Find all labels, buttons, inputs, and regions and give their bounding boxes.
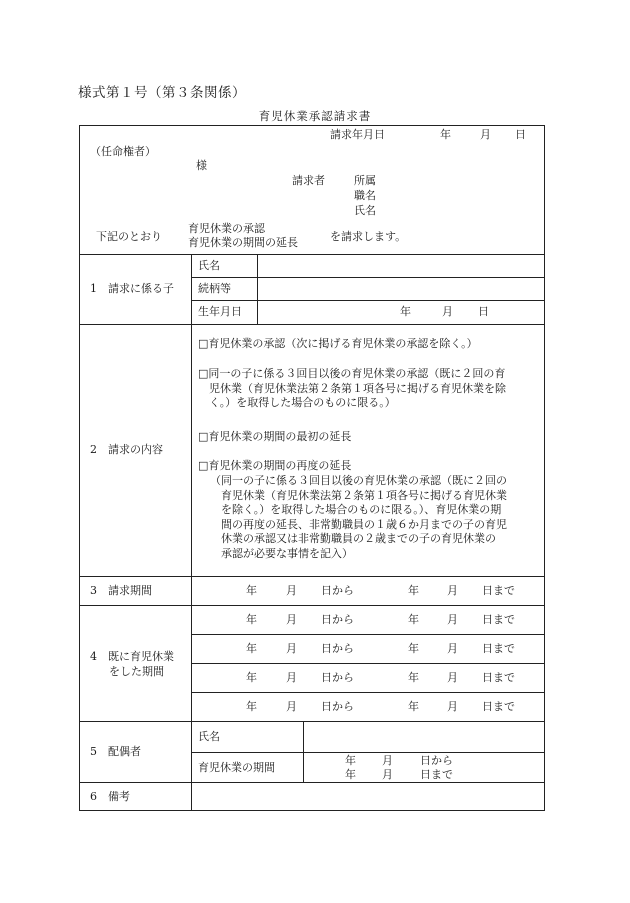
history2-to-year: 年 <box>408 642 419 655</box>
period-from-year: 年 <box>246 584 257 597</box>
history3-to-day: 日まで <box>482 671 515 684</box>
history1-from-month: 月 <box>286 613 297 626</box>
request-date-label: 請求年月日 <box>330 128 385 141</box>
requester-name: 氏名 <box>354 204 376 217</box>
history2-to-day: 日まで <box>482 642 515 655</box>
rule-child-field-column <box>257 254 258 324</box>
requester-affiliation: 所属 <box>354 174 376 187</box>
history3-from-day: 日から <box>321 671 354 684</box>
content-option-third-approval[interactable]: □同一の子に係る３回目以後の育児休業の承認（既に２回の育 児休業（育児休業法第２条第１項各号に掲げる育児休業を除 く。）を取得した場合のものに限る。） <box>198 367 506 409</box>
history4-to-day: 日まで <box>482 700 515 713</box>
content-option-approval[interactable]: □育児休業の承認（次に掲げる育児休業の承認を除く。） <box>198 337 478 350</box>
child-birth-year: 年 <box>400 305 411 318</box>
rule-section5-end <box>79 782 545 783</box>
appointing-authority: （任命権者） <box>90 145 156 158</box>
rule-child-name <box>191 277 545 278</box>
requester-position: 職名 <box>354 189 376 202</box>
section3-label: 3 請求期間 <box>90 584 152 597</box>
history3-to-month: 月 <box>447 671 458 684</box>
history3-from-year: 年 <box>246 671 257 684</box>
intro-text: 下記のとおり <box>96 230 162 243</box>
period-to-month: 月 <box>447 584 458 597</box>
section1-label: 1 請求に係る子 <box>90 282 174 295</box>
content-option-first-extension[interactable]: □育児休業の期間の最初の延長 <box>198 430 352 443</box>
history4-from-year: 年 <box>246 700 257 713</box>
spouse-from-year: 年 <box>345 754 356 767</box>
rule-request-end <box>79 254 545 255</box>
section5-label: 5 配偶者 <box>90 745 141 758</box>
history1-to-month: 月 <box>447 613 458 626</box>
section4-label-line1: 4 既に育児休業 <box>90 650 174 663</box>
history2-from-day: 日から <box>321 642 354 655</box>
request-date-month: 月 <box>480 128 491 141</box>
child-birth-label: 生年月日 <box>198 305 242 318</box>
period-to-day: 日まで <box>482 584 515 597</box>
history1-to-day: 日まで <box>482 613 515 626</box>
rule-child-relation <box>191 300 545 301</box>
content-option-second-extension[interactable]: □育児休業の期間の再度の延長 <box>198 459 352 472</box>
history4-from-month: 月 <box>286 700 297 713</box>
requester-label: 請求者 <box>292 174 325 187</box>
spouse-from-month: 月 <box>382 754 393 767</box>
rule-spouse-field-column <box>303 721 304 782</box>
request-date-year: 年 <box>440 128 451 141</box>
history2-to-month: 月 <box>447 642 458 655</box>
closing-text: を請求します。 <box>330 230 407 243</box>
rule-spouse-name <box>191 752 545 753</box>
period-from-month: 月 <box>286 584 297 597</box>
spouse-to-month: 月 <box>382 768 393 781</box>
history4-to-year: 年 <box>408 700 419 713</box>
history4-from-day: 日から <box>321 700 354 713</box>
history1-to-year: 年 <box>408 613 419 626</box>
rule-history-3 <box>191 692 545 693</box>
section2-label: 2 請求の内容 <box>90 443 163 456</box>
child-name-label: 氏名 <box>198 259 220 272</box>
request-date-day: 日 <box>515 128 526 141</box>
option-extension: 育児休業の期間の延長 <box>188 236 298 249</box>
spouse-period-label: 育児休業の期間 <box>198 761 275 774</box>
history1-from-day: 日から <box>321 613 354 626</box>
history2-from-year: 年 <box>246 642 257 655</box>
rule-section4-end <box>79 721 545 722</box>
rule-section1-end <box>79 324 545 325</box>
spouse-name-label: 氏名 <box>198 730 220 743</box>
history2-from-month: 月 <box>286 642 297 655</box>
section6-label: 6 備考 <box>90 790 130 803</box>
section4-label-line2: をした期間 <box>109 665 164 678</box>
child-birth-month: 月 <box>442 305 453 318</box>
rule-section3-end <box>79 605 545 606</box>
history3-from-month: 月 <box>286 671 297 684</box>
rule-label-column <box>191 254 192 811</box>
honorific: 様 <box>196 159 207 172</box>
child-birth-day: 日 <box>478 305 489 318</box>
rule-section2-end <box>79 576 545 577</box>
option-approval: 育児休業の承認 <box>188 222 265 235</box>
period-to-year: 年 <box>408 584 419 597</box>
form-number: 様式第１号（第３条関係） <box>78 85 246 101</box>
spouse-to-year: 年 <box>345 768 356 781</box>
child-relation-label: 続柄等 <box>198 282 231 295</box>
spouse-to-day: 日まで <box>420 768 453 781</box>
history1-from-year: 年 <box>246 613 257 626</box>
history3-to-year: 年 <box>408 671 419 684</box>
rule-history-1 <box>191 634 545 635</box>
history4-to-month: 月 <box>447 700 458 713</box>
content-option-detail: （同一の子に係る３回目以後の育児休業の承認（既に２回の 育児休業（育児休業法第２条第１項各号に掲げる育児休業 を除く。）を取得した場合のものに限る。）、育児休業の期 間の再度の延長、非常勤職員の１歳６か月までの子の育児 休業の承認又は非常勤職員の２歳までの子の育児休業の 承認が必要な事情を記入） <box>210 474 507 560</box>
spouse-from-day: 日から <box>420 754 453 767</box>
period-from-day: 日から <box>321 584 354 597</box>
document-title: 育児休業承認請求書 <box>258 109 372 123</box>
rule-history-2 <box>191 663 545 664</box>
